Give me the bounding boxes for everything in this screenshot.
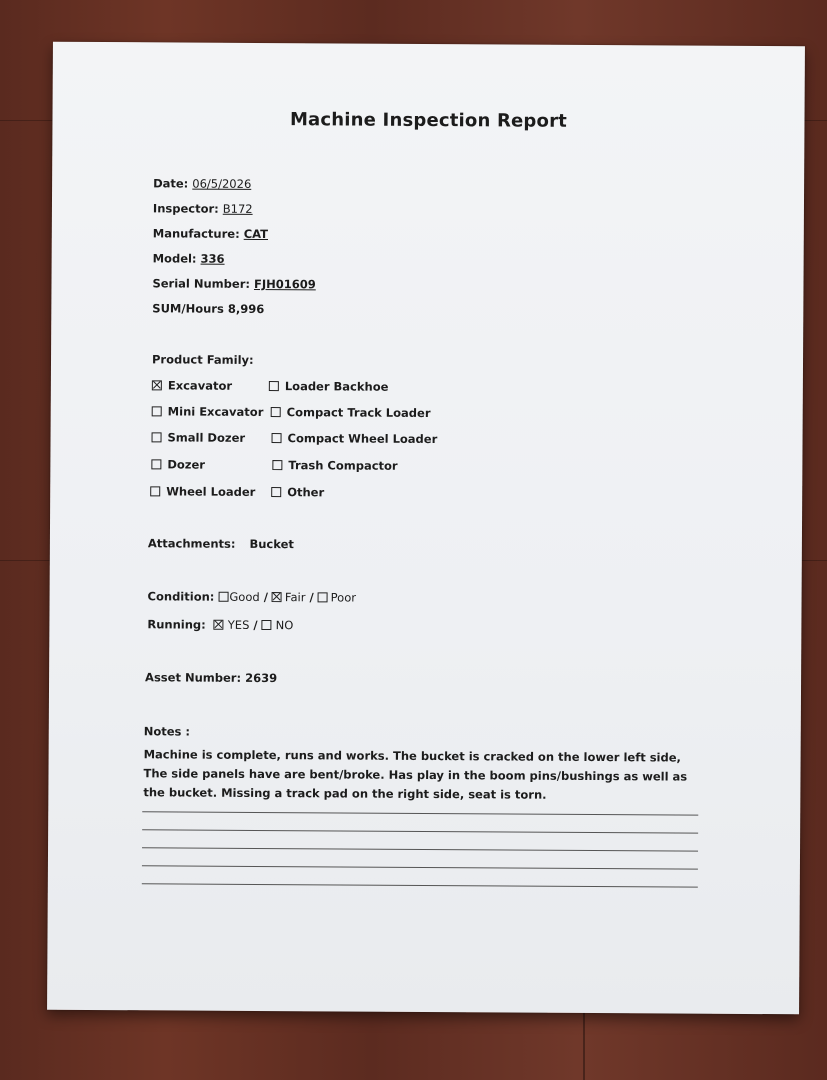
asset-number-field <box>145 670 277 685</box>
condition-option[interactable]: Poor <box>318 590 356 604</box>
date-field <box>153 176 251 191</box>
product-family-option[interactable] <box>152 430 246 445</box>
running-label: Running: <box>147 617 206 632</box>
table-seam <box>583 1010 585 1080</box>
sum-hours-value: 8,996 <box>227 301 265 317</box>
serial-number-field <box>152 276 315 291</box>
checkbox-icon <box>218 592 228 602</box>
condition-option[interactable]: Good <box>218 590 259 604</box>
option-label: Trash Compactor <box>288 458 398 473</box>
attachments-field <box>148 536 294 551</box>
option-label: Wheel Loader <box>166 484 256 499</box>
checkbox-icon <box>151 459 161 469</box>
running-option[interactable]: YES <box>214 618 250 632</box>
product-family-option[interactable] <box>272 431 438 446</box>
option-label: Dozer <box>167 457 206 472</box>
checkbox-icon <box>271 407 281 417</box>
product-family-option[interactable] <box>269 379 389 394</box>
product-family-option[interactable] <box>272 458 397 473</box>
asset-number-label: Asset Number: <box>145 670 242 685</box>
product-family-option[interactable] <box>152 378 232 392</box>
notes-line <box>142 865 698 869</box>
running-field: Running: YES / NO <box>147 617 294 633</box>
manufacture-label: Manufacture: <box>152 226 240 241</box>
product-family-option[interactable] <box>152 404 264 419</box>
notes-text: Machine is complete, runs and works. The bucket is cracked on the lower left side, The side panels have are bent/broke. Has play in the boom pins/bushings as well as the bucket. Missing a track pad on the right side, seat is torn. <box>143 747 688 802</box>
option-label: Compact Wheel Loader <box>287 431 438 447</box>
serial-number-value: FJH01609 <box>253 276 316 292</box>
checkbox-icon <box>318 592 328 602</box>
serial-number-label: Serial Number: <box>152 276 251 291</box>
notes-line <box>142 829 698 833</box>
option-label: Mini Excavator <box>167 404 264 420</box>
checkbox-icon <box>152 432 162 442</box>
asset-number-value: 2639 <box>245 670 278 686</box>
inspector-field <box>153 201 253 216</box>
condition-label: Condition: <box>147 589 215 604</box>
checkbox-icon <box>272 433 282 443</box>
checkbox-icon <box>271 487 281 497</box>
checkbox-icon <box>152 406 162 416</box>
manufacture-value: CAT <box>243 226 269 242</box>
product-family-option[interactable] <box>271 485 324 499</box>
notes-label: Notes : <box>143 724 191 739</box>
report-title: Machine Inspection Report <box>289 109 568 132</box>
model-value: 336 <box>200 251 225 266</box>
option-label: Excavator <box>167 378 233 393</box>
checkbox-icon <box>262 620 272 630</box>
model-field <box>153 251 225 265</box>
option-label: Small Dozer <box>167 430 246 445</box>
checkbox-icon <box>269 381 279 391</box>
checkbox-icon <box>272 460 282 470</box>
inspection-report-sheet <box>47 42 805 1015</box>
sum-hours-label: SUM/Hours <box>152 301 224 316</box>
notes-line <box>142 883 698 887</box>
checkbox-icon <box>152 380 162 390</box>
running-option[interactable]: NO <box>262 618 294 632</box>
checkbox-icon <box>150 486 160 496</box>
option-label: Other <box>287 485 325 500</box>
checkbox-icon <box>272 592 282 602</box>
attachments-value: Bucket <box>249 536 294 552</box>
sum-hours-field <box>152 301 264 316</box>
option-label: Compact Track Loader <box>286 405 431 421</box>
notes-line <box>142 847 698 851</box>
checkbox-icon <box>214 620 224 630</box>
date-value: 06/5/2026 <box>192 176 252 191</box>
product-family-option[interactable] <box>151 457 205 471</box>
notes-line <box>142 811 698 815</box>
option-label: Loader Backhoe <box>284 379 389 394</box>
inspector-value: B172 <box>222 201 253 216</box>
product-family-option[interactable] <box>271 405 431 420</box>
model-label: Model: <box>152 251 197 266</box>
product-family-label: Product Family: <box>151 352 254 367</box>
condition-option[interactable]: Fair <box>272 590 306 604</box>
condition-field: Condition: Good / Fair / Poor <box>147 589 357 605</box>
product-family-option[interactable] <box>150 484 255 499</box>
manufacture-field <box>153 226 268 241</box>
attachments-label: Attachments: <box>147 536 236 551</box>
inspector-label: Inspector: <box>152 201 219 216</box>
date-label: Date: <box>153 176 189 191</box>
